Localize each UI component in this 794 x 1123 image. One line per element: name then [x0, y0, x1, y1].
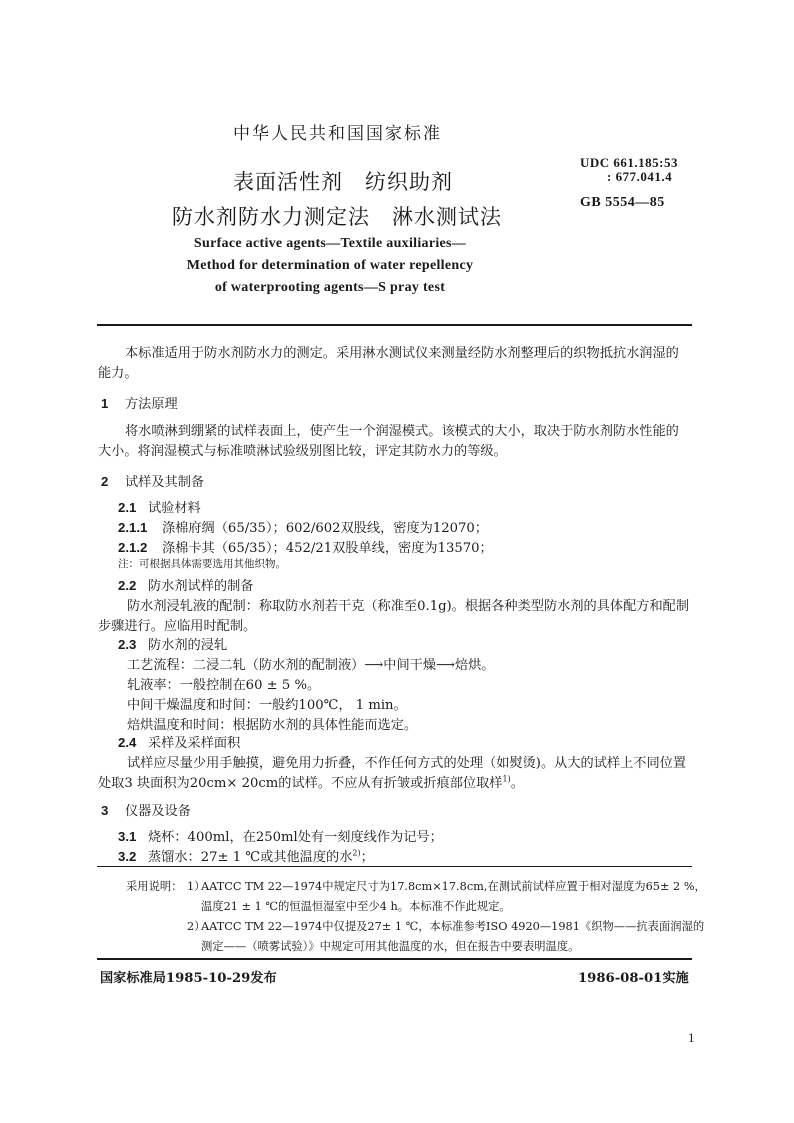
page-number: 1	[688, 1030, 695, 1045]
clause-text: 涤棉卡其（65/35）；452/21双股单线，密度为13570；	[162, 541, 493, 556]
gb-number: GB 5554—85	[580, 195, 665, 210]
header-rule	[97, 324, 692, 326]
curing-condition-text: 焙烘温度和时间：根据防水剂的具体性能而选定。	[127, 718, 418, 733]
clause-number: 2.2	[118, 578, 137, 593]
clause-number: 2.3	[118, 637, 137, 652]
section-title: 仪器及设备	[125, 804, 191, 819]
footnote-2-number: 2）	[187, 920, 206, 933]
clause-3-2	[118, 846, 374, 865]
clause-title: 试验材料	[148, 501, 201, 516]
clause-2-4-text: 试样应尽量少用手触摸，避免用力折叠，不作任何方式的处理（如熨烫)。从大的试样上不同位置	[127, 756, 687, 771]
process-flow-text: 工艺流程：二浸二轧（防水剂的配制液）⟶中间干燥⟶焙烘。	[127, 658, 495, 673]
udc-code-continued: : 677.041.4	[607, 169, 673, 184]
clause-title: 防水剂试样的制备	[148, 579, 254, 594]
intro-text-cont: 能力。	[98, 366, 138, 381]
clause-number: 2.1.1	[118, 520, 148, 535]
footnote-1-text: AATCC TM 22—1974中规定尺寸为17.8cm×17.8cm,在测试前试样应置于相对湿度为65± 2 %，	[201, 880, 706, 893]
clause-2-4	[118, 732, 240, 751]
text-segment: 。	[510, 776, 524, 791]
section-2-heading	[101, 471, 204, 490]
clause-3-1	[118, 826, 443, 845]
clause-number: 3.1	[118, 829, 137, 844]
section-1-heading	[101, 393, 178, 412]
clause-2-2-text: 防水剂浸轧液的配制：称取防水剂若干克（称准至0.1g)。根据各种类型防水剂的具体配方和配制	[127, 599, 690, 614]
footnote-1-text-cont: 温度21 ± 1 ℃的恒温恒湿室中至少4 h。本标准不作此规定。	[201, 900, 511, 913]
footnote-label: 采用说明：	[126, 880, 183, 893]
text-segment: ；	[360, 850, 374, 865]
pickup-rate-text: 轧液率：一般控制在60 ± 5 %。	[127, 678, 321, 693]
title-chinese-line2: 防水剂防水力测定法 淋水测试法	[172, 205, 502, 229]
clause-2-2	[118, 575, 254, 594]
title-english-line2: Method for determination of water repellency	[186, 258, 474, 273]
clause-2-1-1	[118, 517, 488, 536]
section-number: 3	[101, 803, 109, 818]
udc-code: UDC 661.185:53	[580, 155, 678, 170]
intro-text: 本标准适用于防水剂防水力的测定。采用淋水测试仪来测量经防水剂整理后的织物抵抗水润湿的	[125, 346, 679, 361]
clause-2-2-text-cont: 步骤进行。应临用时配制。	[98, 619, 257, 634]
title-english-line3: of waterprooting agents—S pray test	[214, 280, 446, 295]
issue-date: 国家标准局1985-10-29发布	[100, 971, 277, 986]
standard-category: 中华人民共和国国家标准	[233, 124, 442, 144]
title-english-line1: Surface active agents—Textile auxiliaries—	[193, 236, 467, 251]
footer-rule	[97, 958, 692, 960]
clause-text: 烧杯：400ml，在250ml处有一刻度线作为记号；	[148, 830, 443, 845]
clause-title: 防水剂的浸轧	[148, 638, 228, 653]
section-number: 1	[101, 396, 109, 411]
section-title: 方法原理	[125, 397, 178, 412]
clause-number: 2.1	[118, 500, 137, 515]
text-segment: 处取3 块面积为20cm× 20cm的试样。不应从有折皱或折痕部位取样	[98, 776, 503, 791]
clause-number: 3.2	[118, 849, 137, 864]
footnote-2-text: AATCC TM 22—1974中仅提及27± 1 ℃，本标准参考ISO 4920—1981《织物——抗表面润湿的	[201, 920, 705, 933]
footnote-ref: 2)	[352, 848, 361, 858]
clause-title: 采样及采样面积	[148, 736, 241, 751]
footnote-1-number: 1）	[187, 880, 206, 893]
clause-text: 蒸馏水：27± 1 ℃或其他温度的水	[148, 850, 353, 865]
section-1-text-cont: 大小。将润湿模式与标准喷淋试验级别图比较，评定其防水力的等级。	[98, 444, 507, 459]
drying-condition-text: 中间干燥温度和时间：一般约100℃， 1 min。	[127, 698, 407, 713]
footnote-ref: 1)	[502, 774, 511, 784]
clause-2-1	[118, 497, 201, 516]
section-title: 试样及其制备	[125, 475, 205, 490]
clause-2-1-2	[118, 537, 493, 556]
section-number: 2	[101, 474, 109, 489]
clause-number: 2.4	[118, 735, 137, 750]
clause-2-4-text-cont	[98, 772, 524, 791]
clause-text: 涤棉府绸（65/35）；602/602双股线，密度为12070；	[162, 521, 488, 536]
effective-date: 1986-08-01实施	[578, 971, 689, 986]
clause-2-3	[118, 634, 227, 653]
footnote-2-text-cont: 测定——（喷雾试验）》中规定可用其他温度的水，但在报告中要表明温度。	[201, 940, 580, 953]
footnote-rule	[97, 866, 692, 867]
clause-number: 2.1.2	[118, 540, 148, 555]
section-3-heading	[101, 800, 191, 819]
note-text: 注：可根据具体需要选用其他织物。	[118, 558, 286, 570]
title-chinese-line1: 表面活性剂 纺织助剂	[233, 170, 453, 194]
section-1-text: 将水喷淋到绷紧的试样表面上，使产生一个润湿模式。该模式的大小，取决于防水剂防水性能的	[125, 424, 679, 439]
